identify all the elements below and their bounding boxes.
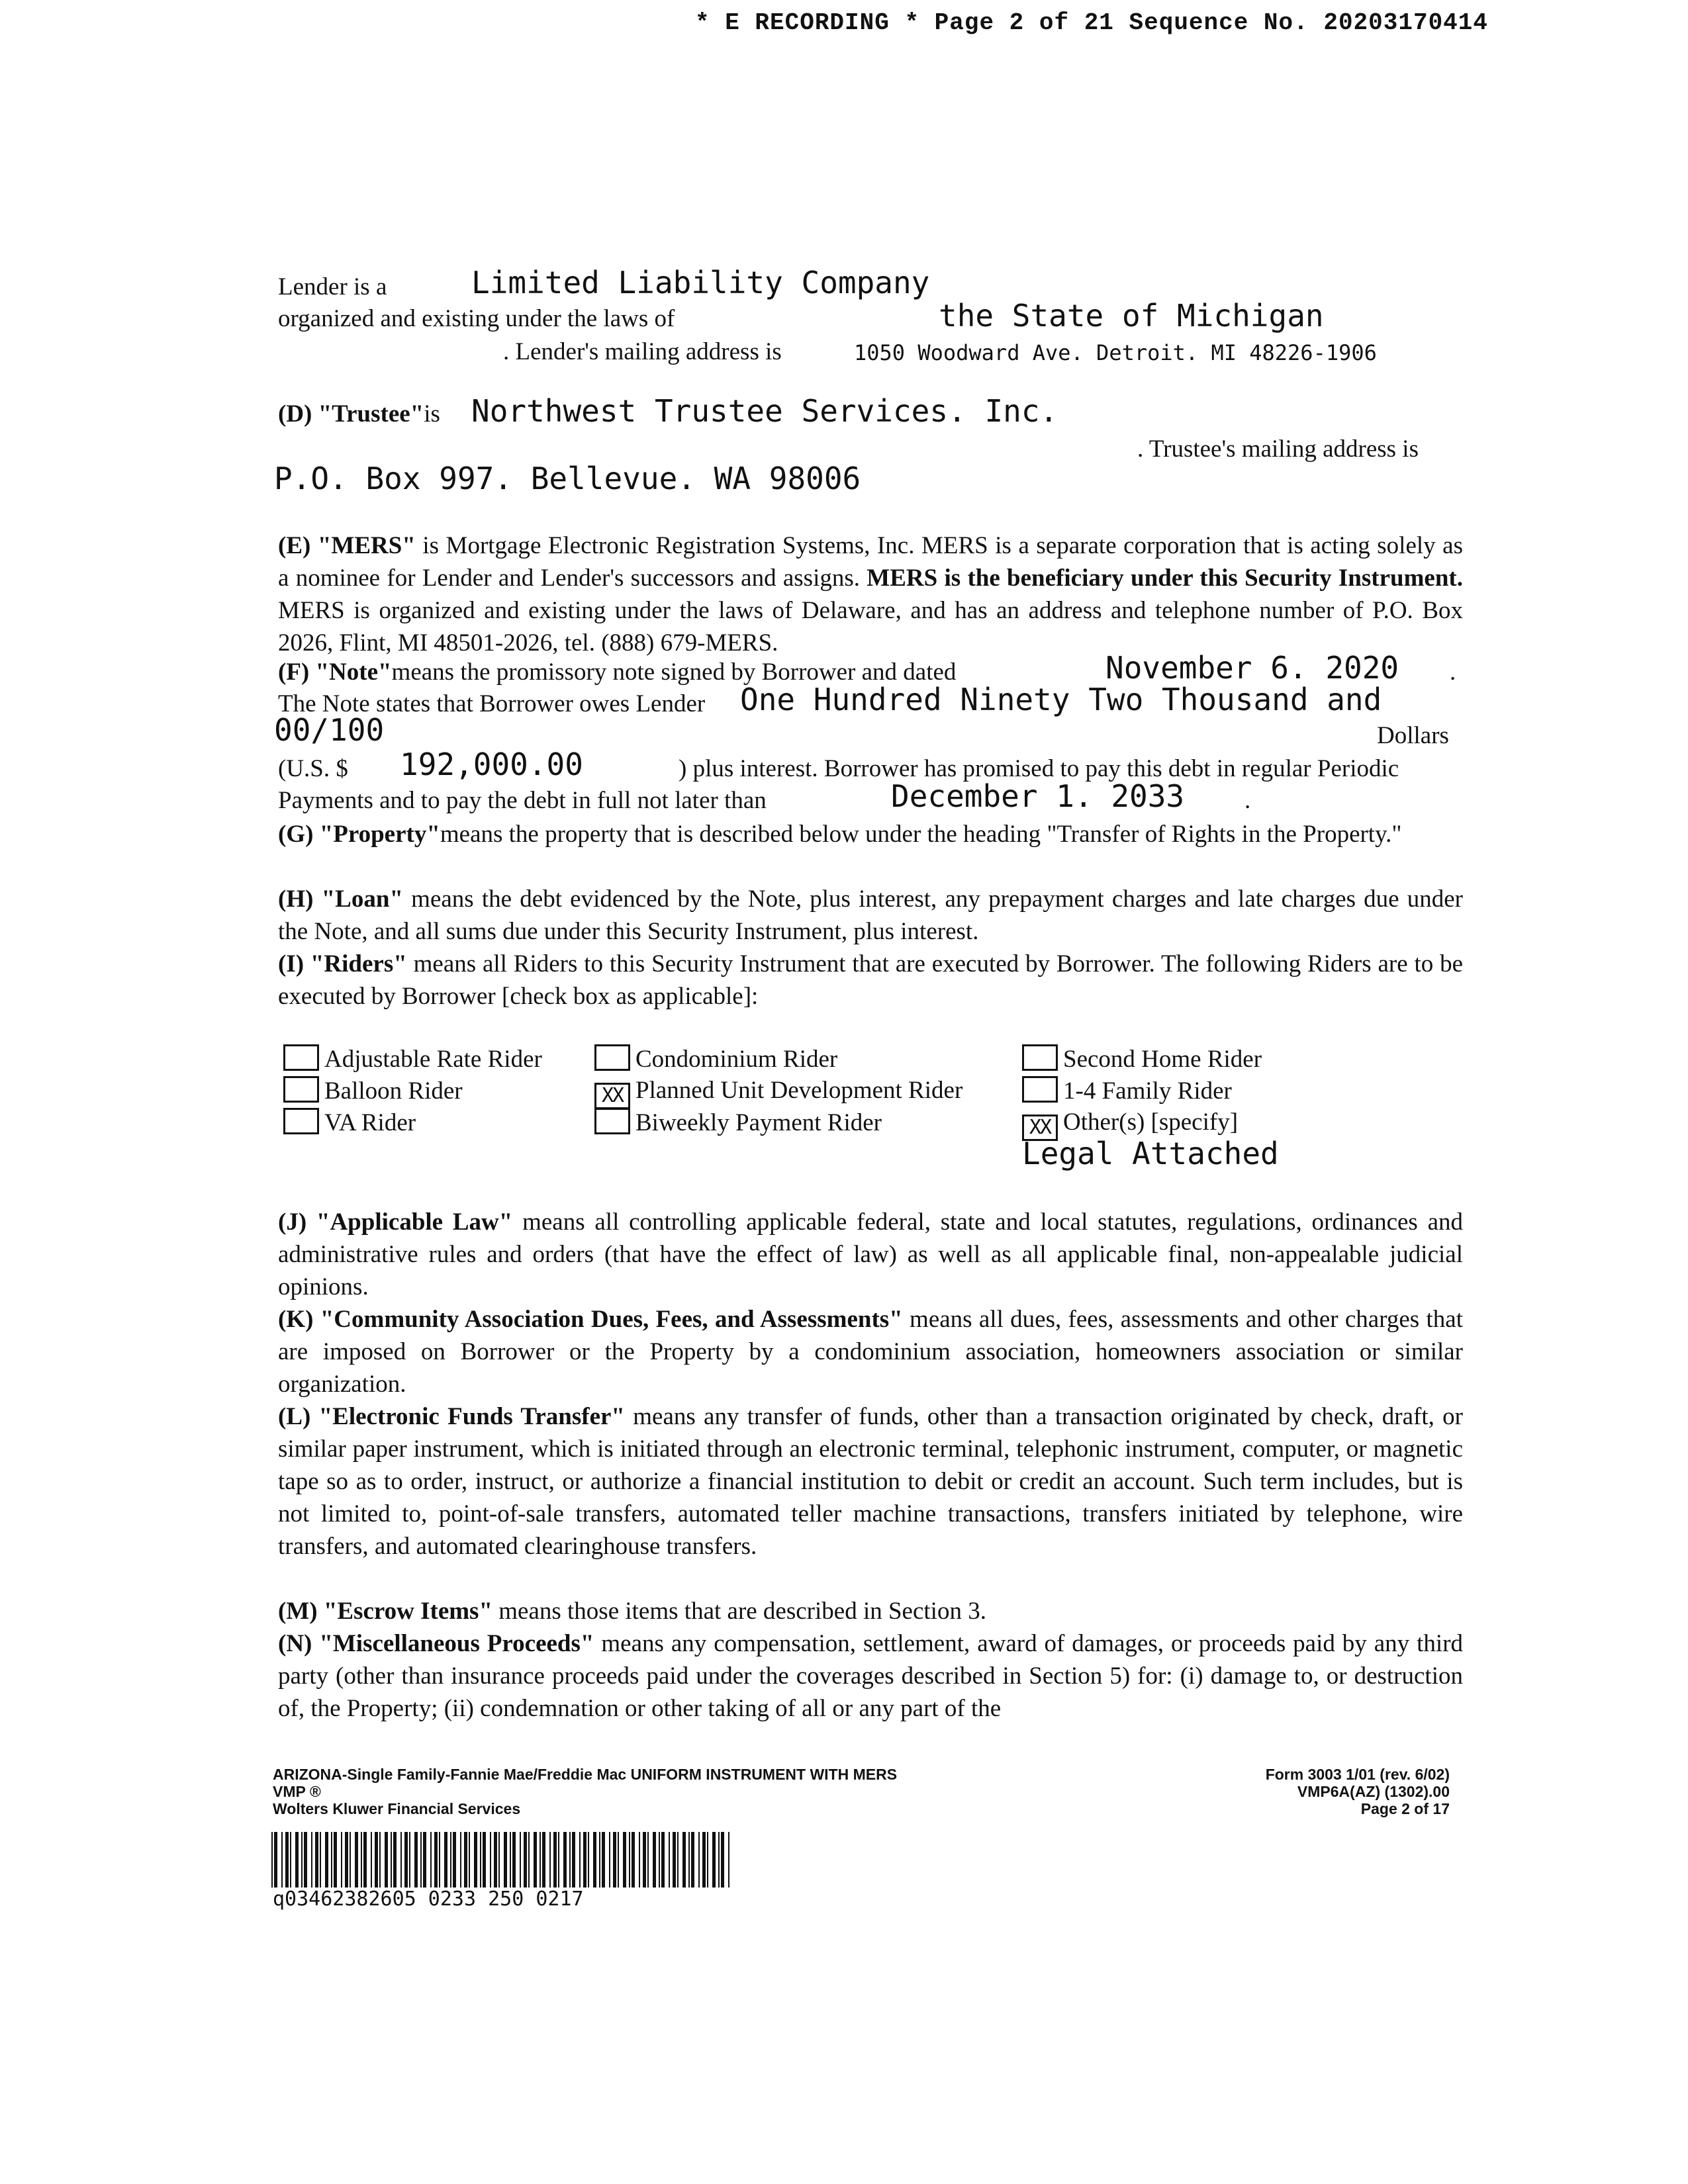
- rider-label: Planned Unit Development Rider: [635, 1077, 963, 1104]
- note-term: "Note": [315, 659, 392, 686]
- property-term: "Property": [319, 821, 440, 848]
- barcode-bar: [632, 1832, 635, 1888]
- note-text: means the promissory note signed by Borrower and dated: [391, 659, 957, 686]
- escrow-prefix: (M): [278, 1598, 318, 1625]
- barcode-bar: [613, 1832, 616, 1888]
- barcode-bar: [643, 1832, 646, 1888]
- barcode-bar: [315, 1832, 318, 1888]
- note-amount: 192,000.00: [400, 747, 583, 782]
- rider-checkbox[interactable]: [1022, 1044, 1058, 1071]
- rider-label: VA Rider: [324, 1109, 416, 1136]
- mers-bold-text: MERS is the beneficiary under this Security Instrument.: [867, 565, 1463, 592]
- barcode-bar: [423, 1832, 426, 1888]
- barcode-bar: [350, 1832, 351, 1888]
- trustee-prefix: (D): [278, 400, 312, 428]
- barcode-bar: [355, 1832, 358, 1888]
- note-dollars: Dollars: [1377, 722, 1449, 749]
- footer-page-number: Page 2 of 17: [1360, 1800, 1450, 1817]
- eft-prefix: (L): [278, 1403, 311, 1430]
- barcode-bar: [385, 1832, 388, 1888]
- rider-checkbox[interactable]: [283, 1108, 319, 1134]
- note-maturity-period: .: [1244, 787, 1251, 814]
- misc-proceeds-term: "Miscellaneous Proceeds": [319, 1630, 594, 1657]
- barcode-bar: [311, 1832, 312, 1888]
- riders-text: means all Riders to this Security Instrument that are executed by Borrower. The following Riders are to be executed by Borrower [check box as applicable]:: [278, 950, 1463, 1010]
- footer-form-number: [1231, 1766, 1450, 1817]
- lender-mailing-address: 1050 Woodward Ave. Detroit. MI 48226-1906: [854, 340, 1377, 365]
- applicable-law-text: means all controlling applicable federal, state and local statutes, regulations, ordinances and administrative rules and orders (that have the effect of law) as well as all applicable final, non-appealable judicial opinions.: [278, 1208, 1464, 1300]
- rider-label: Other(s) [specify]: [1063, 1109, 1239, 1136]
- footer-vmp-code: VMP6A(AZ) (1302).00: [1297, 1783, 1450, 1800]
- mers-text: is Mortgage Electronic Registration Systems, Inc. MERS is a separate corporation that is acting solely as a nominee for Lender and Lender's successors and assigns.: [278, 532, 1464, 592]
- applicable-law-definition: [278, 1206, 1463, 1303]
- applicable-law-prefix: (J): [278, 1208, 307, 1236]
- rider-checkbox[interactable]: [283, 1076, 319, 1103]
- barcode-bar: [558, 1832, 559, 1888]
- loan-text: means the debt evidenced by the Note, plus interest, any prepayment charges and late charges due under the Note, and all sums due under this Security Instrument, plus interest.: [278, 886, 1464, 945]
- lender-organized-label: organized and existing under the laws of: [278, 305, 675, 332]
- barcode-bar: [528, 1832, 530, 1888]
- barcode-bar: [702, 1832, 706, 1888]
- barcode-bar: [563, 1832, 567, 1888]
- mers-term: "MERS": [317, 532, 416, 559]
- barcode-bar: [483, 1832, 486, 1888]
- barcode-bar: [707, 1832, 708, 1888]
- barcode-bar: [450, 1832, 451, 1888]
- rider-checkbox[interactable]: [594, 1108, 630, 1134]
- footer-publisher: Wolters Kluwer Financial Services: [273, 1800, 521, 1817]
- barcode-bar: [659, 1832, 660, 1888]
- note-plus-interest: ) plus interest. Borrower has promised to pay this debt in regular Periodic: [679, 755, 1399, 782]
- barcode-bar: [301, 1832, 303, 1888]
- barcode-bar: [379, 1832, 381, 1888]
- note-amount-words-2: 00/100: [274, 712, 385, 748]
- property-text: means the property that is described below under the heading "Transfer of Rights in the Property.": [440, 821, 1402, 848]
- barcode-bar: [414, 1832, 418, 1888]
- community-dues-definition: [278, 1303, 1463, 1400]
- barcode-bar: [579, 1832, 581, 1888]
- property-prefix: (G): [278, 821, 314, 848]
- property-definition: [278, 818, 1463, 850]
- community-dues-prefix: (K): [278, 1306, 314, 1333]
- barcode-bar: [593, 1832, 596, 1888]
- trustee-mailing-label: . Trustee's mailing address is: [1137, 435, 1419, 463]
- rider-checkbox[interactable]: XX: [1022, 1115, 1058, 1141]
- barcode-bar: [444, 1832, 447, 1888]
- footer-form-info: [273, 1766, 897, 1817]
- barcode-bar: [290, 1832, 291, 1888]
- barcode-image: [271, 1832, 735, 1888]
- rider-adjustable-rate[interactable]: [283, 1044, 542, 1073]
- note-payments-text: Payments and to pay the debt in full not later than: [278, 787, 767, 814]
- applicable-law-term: "Applicable Law": [316, 1208, 513, 1236]
- barcode-bar: [583, 1832, 586, 1888]
- barcode-bar: [341, 1832, 342, 1888]
- barcode-bar: [363, 1832, 367, 1888]
- riders-definition: [278, 948, 1463, 1013]
- barcode-bar: [400, 1832, 402, 1888]
- trustee-term: "Trustee": [318, 400, 424, 428]
- barcode-bar: [677, 1832, 679, 1888]
- barcode-bar: [661, 1832, 665, 1888]
- note-owes-text: The Note states that Borrower owes Lender: [278, 690, 706, 717]
- misc-proceeds-definition: [278, 1627, 1463, 1725]
- barcode-bar: [498, 1832, 500, 1888]
- barcode-bar: [285, 1832, 289, 1888]
- barcode-bar: [542, 1832, 545, 1888]
- barcode-bar: [504, 1832, 507, 1888]
- barcode-bar: [639, 1832, 640, 1888]
- lender-state: the State of Michigan: [939, 298, 1324, 334]
- recording-header: * E RECORDING * Page 2 of 21 Sequence No. 20203170414: [695, 9, 1488, 36]
- barcode-bar: [553, 1832, 557, 1888]
- mers-prefix: (E): [278, 532, 311, 559]
- barcode-bar: [434, 1832, 438, 1888]
- barcode-bar: [728, 1832, 729, 1888]
- barcode-bar: [331, 1832, 332, 1888]
- barcode-bar: [520, 1832, 521, 1888]
- barcode-bar: [371, 1832, 372, 1888]
- barcode-bar: [618, 1832, 619, 1888]
- rider-checkbox[interactable]: [594, 1044, 630, 1071]
- barcode-bar: [669, 1832, 670, 1888]
- trustee-address: P.O. Box 997. Bellevue. WA 98006: [274, 461, 861, 496]
- barcode-bar: [409, 1832, 410, 1888]
- rider-second-home[interactable]: [1022, 1044, 1262, 1073]
- community-dues-term: "Community Association Dues, Fees, and Assessments": [320, 1306, 903, 1333]
- rider-other-specify: Legal Attached: [1022, 1136, 1279, 1171]
- barcode-bar: [682, 1832, 686, 1888]
- community-dues-text: means all dues, fees, assessments and other charges that are imposed on Borrower or the Property by a condominium association, homeowners association or similar organization.: [278, 1306, 1463, 1398]
- barcode-bar: [673, 1832, 676, 1888]
- barcode-bar: [345, 1832, 348, 1888]
- lender-entity-type: Limited Liability Company: [471, 265, 930, 300]
- note-us-label: (U.S. $: [278, 755, 348, 782]
- rider-label: Second Home Rider: [1063, 1046, 1262, 1073]
- barcode-bar: [698, 1832, 700, 1888]
- rider-checkbox[interactable]: XX: [594, 1083, 630, 1109]
- riders-term: "Riders": [310, 950, 407, 978]
- barcode-bar: [334, 1832, 337, 1888]
- note-prefix: (F): [278, 659, 310, 686]
- barcode-bar: [469, 1832, 470, 1888]
- eft-term: "Electronic Funds Transfer": [318, 1403, 625, 1430]
- barcode-bar: [510, 1832, 511, 1888]
- barcode-bar: [375, 1832, 378, 1888]
- note-amount-words: One Hundred Ninety Two Thousand and: [740, 682, 1382, 717]
- barcode-bar: [361, 1832, 362, 1888]
- barcode-bar: [325, 1832, 328, 1888]
- rider-planned-unit-development[interactable]: [594, 1076, 962, 1109]
- barcode-bar: [602, 1832, 605, 1888]
- rider-label: 1-4 Family Rider: [1063, 1077, 1232, 1105]
- eft-definition: [278, 1400, 1463, 1563]
- rider-1-4-family[interactable]: [1022, 1076, 1232, 1105]
- rider-label: Balloon Rider: [324, 1077, 463, 1105]
- lender-is-a-label: Lender is a: [278, 273, 387, 300]
- barcode-bar: [512, 1832, 516, 1888]
- rider-balloon[interactable]: [283, 1076, 463, 1105]
- escrow-term: "Escrow Items": [323, 1598, 492, 1625]
- barcode-bar: [721, 1832, 724, 1888]
- note-date-period: .: [1450, 659, 1456, 686]
- rider-label: Biweekly Payment Rider: [635, 1109, 882, 1136]
- footer-vmp: VMP ®: [273, 1783, 321, 1800]
- barcode-bar: [688, 1832, 690, 1888]
- barcode-bar: [539, 1832, 541, 1888]
- mers-definition: [278, 529, 1463, 659]
- barcode-number: q03462382605 0233 250 0217: [273, 1888, 584, 1911]
- barcode-bar: [439, 1832, 440, 1888]
- barcode-bar: [474, 1832, 477, 1888]
- barcode-bar: [281, 1832, 283, 1888]
- barcode-bar: [609, 1832, 610, 1888]
- rider-checkbox[interactable]: [1022, 1076, 1058, 1103]
- barcode-bar: [588, 1832, 589, 1888]
- barcode-bar: [599, 1832, 600, 1888]
- footer-form-title: ARIZONA-Single Family-Fannie Mae/Freddie Mac UNIFORM INSTRUMENT WITH MERS: [273, 1766, 898, 1783]
- mers-text-2: MERS is organized and existing under the laws of Delaware, and has an address and telephone number of P.O. Box 2026, Flint, MI 48501-2026, tel. (888) 679-MERS.: [278, 597, 1463, 657]
- barcode-bar: [534, 1832, 537, 1888]
- loan-definition: [278, 883, 1463, 948]
- barcode-bar: [274, 1832, 277, 1888]
- misc-proceeds-text: means any compensation, settlement, award of damages, or proceeds paid by any third party (other than insurance proceeds paid under the coverages described in Section 5) for: (i) damage to, or destruction of, the Property; (ii) condemnation or other taking of all or any part of the: [278, 1630, 1464, 1722]
- barcode-bar: [653, 1832, 656, 1888]
- note-date: November 6. 2020: [1105, 650, 1399, 686]
- trustee-is: is: [424, 400, 440, 428]
- barcode-bar: [549, 1832, 551, 1888]
- barcode-bar: [718, 1832, 720, 1888]
- rider-label: Adjustable Rate Rider: [324, 1046, 542, 1073]
- barcode-bar: [712, 1832, 716, 1888]
- footer-form-id: Form 3003 1/01 (rev. 6/02): [1265, 1766, 1450, 1783]
- note-maturity-date: December 1. 2033: [891, 778, 1185, 814]
- escrow-text: means those items that are described in Section 3.: [492, 1598, 986, 1625]
- barcode-bar: [304, 1832, 307, 1888]
- barcode-bar: [320, 1832, 321, 1888]
- barcode-bar: [569, 1832, 571, 1888]
- barcode-bar: [490, 1832, 491, 1888]
- trustee-label: [278, 400, 440, 428]
- riders-prefix: (I): [278, 950, 305, 978]
- rider-biweekly-payment[interactable]: [594, 1108, 882, 1137]
- eft-text: means any transfer of funds, other than a transaction originated by check, draft, or similar paper instrument, which is initiated through an electronic terminal, telephonic instrument, computer, or magnetic tape so as to order, instruct, or authorize a financial institution to debit or credit an account. Such term includes, but is not limited to, point-of-sale transfers, automated teller machine transactions, transfers initiated by telephone, wire transfers, and automated clearinghouse transfers.: [278, 1403, 1463, 1560]
- barcode-bar: [572, 1832, 575, 1888]
- rider-va[interactable]: [283, 1108, 416, 1137]
- barcode-bar: [691, 1832, 694, 1888]
- barcode-bar: [420, 1832, 422, 1888]
- barcode-bar: [393, 1832, 397, 1888]
- loan-prefix: (H): [278, 886, 314, 913]
- trustee-name: Northwest Trustee Services. Inc.: [471, 393, 1058, 429]
- misc-proceeds-prefix: (N): [278, 1630, 312, 1657]
- barcode-bar: [430, 1832, 432, 1888]
- rider-condominium[interactable]: [594, 1044, 837, 1073]
- rider-label: Condominium Rider: [635, 1046, 838, 1073]
- barcode-bar: [647, 1832, 649, 1888]
- barcode-bar: [494, 1832, 497, 1888]
- loan-term: "Loan": [321, 886, 403, 913]
- barcode-bar: [295, 1832, 299, 1888]
- barcode-bar: [629, 1832, 630, 1888]
- barcode-bar: [464, 1832, 467, 1888]
- barcode-bar: [391, 1832, 392, 1888]
- barcode-bar: [404, 1832, 408, 1888]
- barcode-bar: [623, 1832, 626, 1888]
- barcode-bar: [480, 1832, 481, 1888]
- lender-mailing-label: . Lender's mailing address is: [503, 338, 782, 365]
- escrow-items-definition: [278, 1595, 1463, 1627]
- barcode-bar: [460, 1832, 461, 1888]
- barcode-bar: [453, 1832, 456, 1888]
- barcode-bar: [524, 1832, 527, 1888]
- barcode-bar: [271, 1832, 273, 1888]
- rider-checkbox[interactable]: [283, 1044, 319, 1071]
